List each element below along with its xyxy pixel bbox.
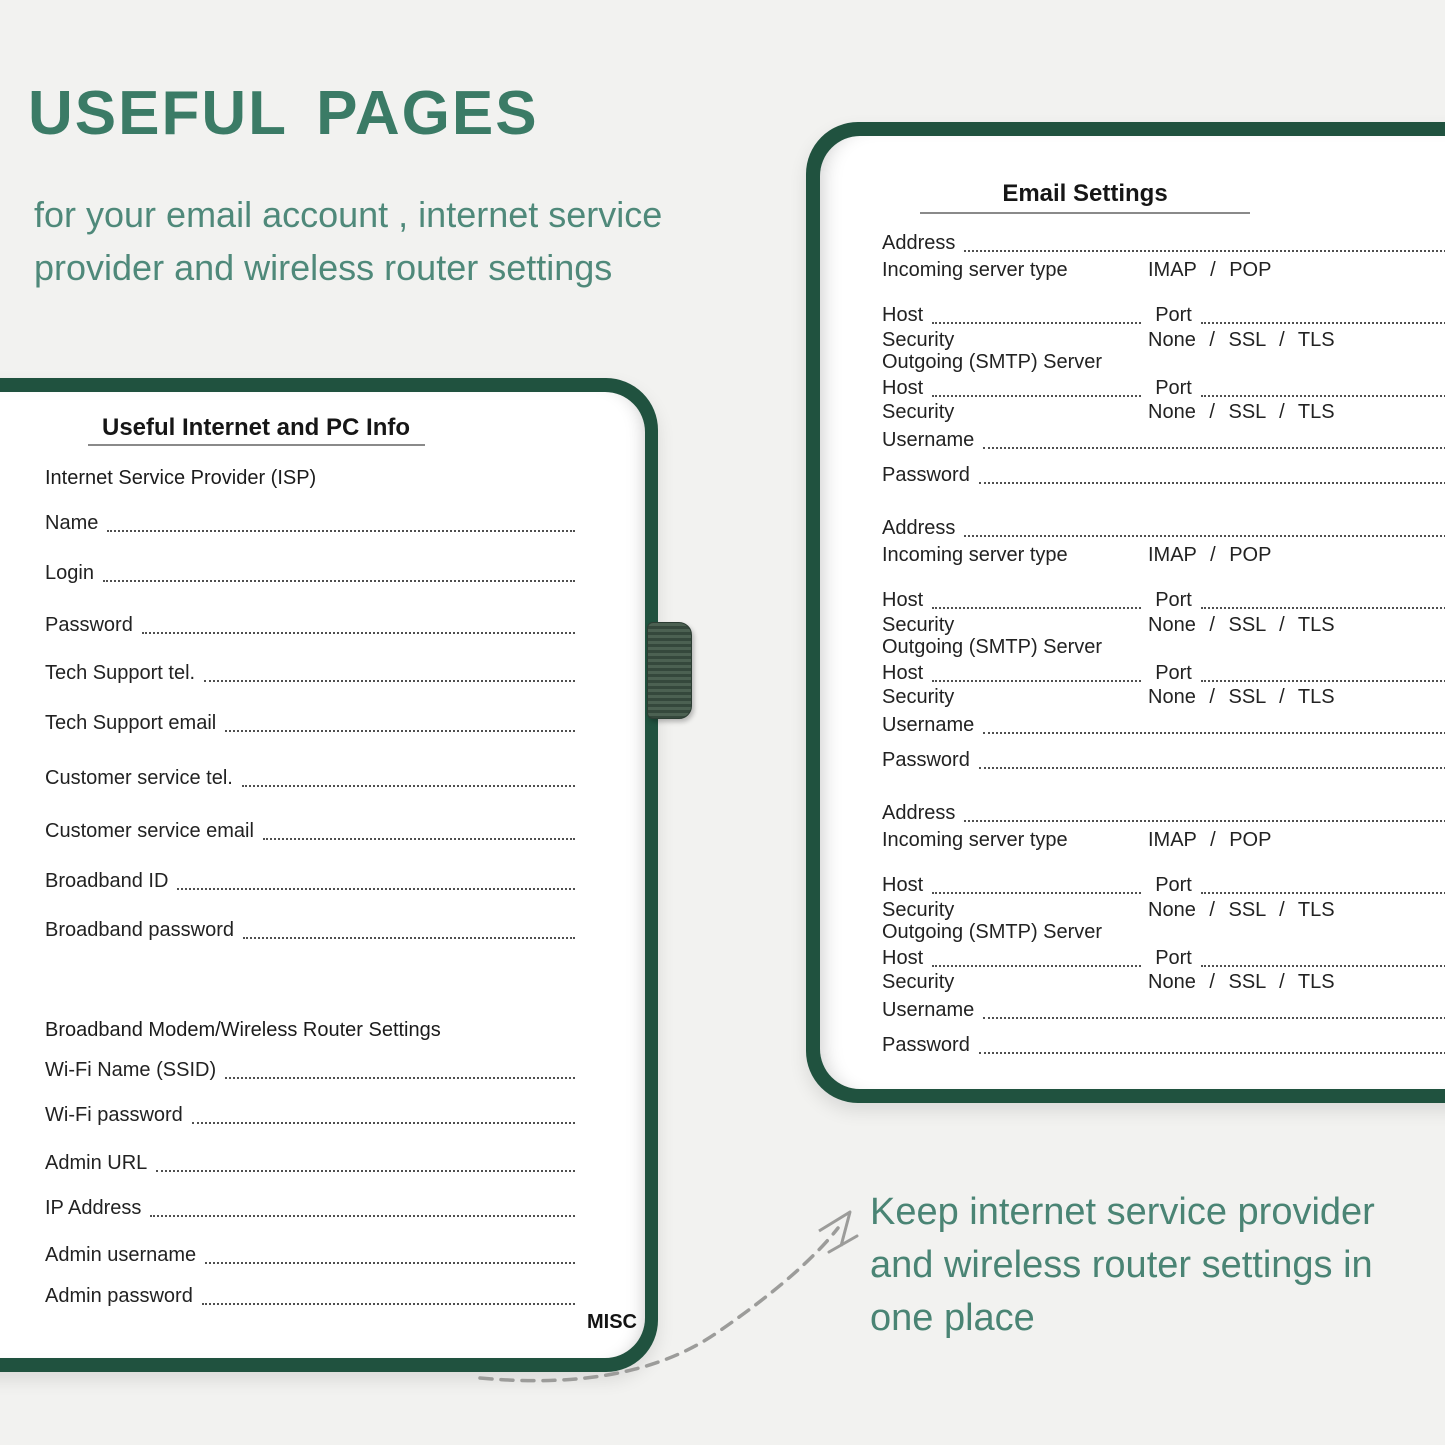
- field-row-admin-url: [45, 1153, 575, 1175]
- email-settings-block: [882, 233, 1445, 487]
- field-label: Port: [1155, 874, 1192, 896]
- field-label: Incoming server type: [882, 259, 1068, 281]
- dotted-line: [1201, 965, 1445, 967]
- field-label: Tech Support tel.: [45, 662, 196, 684]
- section-heading-outgoing: [882, 637, 1445, 659]
- field-label: Wi-Fi Name (SSID): [45, 1059, 217, 1081]
- subtitle-line-1: for your email account , internet service: [34, 194, 663, 235]
- field-row-host-port: [882, 305, 1445, 327]
- field-label: Host: [882, 874, 924, 896]
- field-row-wifi-name: [45, 1060, 575, 1082]
- dotted-line: [1201, 892, 1445, 894]
- field-label: Port: [1155, 304, 1192, 326]
- field-row-security: [882, 615, 1445, 637]
- field-label: Tech Support email: [45, 712, 217, 734]
- option-choices: None / SSL / TLS: [1148, 614, 1335, 636]
- field-row-username: [882, 715, 1445, 737]
- field-row-login: [45, 563, 575, 585]
- field-label: Security: [882, 686, 955, 708]
- field-label: Customer service email: [45, 820, 254, 842]
- dotted-line: [979, 767, 1445, 769]
- section-heading-outgoing: [882, 352, 1445, 374]
- dotted-line: [983, 732, 1445, 734]
- dotted-line: [932, 892, 1141, 894]
- field-label: Login: [45, 562, 94, 584]
- page-title: USEFUL PAGES: [28, 79, 539, 148]
- field-row-security: [882, 972, 1445, 994]
- dotted-line: [1201, 680, 1445, 682]
- option-choices: None / SSL / TLS: [1148, 329, 1335, 351]
- dotted-line: [1201, 322, 1445, 324]
- field-row-host-port: [882, 378, 1445, 400]
- field-label: Host: [882, 947, 924, 969]
- field-row-password: [45, 615, 575, 637]
- callout-line-2: and wireless router settings in: [870, 1244, 1373, 1286]
- field-row-tech-support-email: [45, 713, 575, 735]
- section-heading-outgoing: [882, 922, 1445, 944]
- field-row-security: [882, 330, 1445, 352]
- dotted-line: [1201, 607, 1445, 609]
- left-page-fields: [45, 468, 575, 1308]
- right-title-underline: [920, 212, 1250, 214]
- misc-corner-tab: MISC: [587, 1311, 637, 1333]
- callout-line-3: one place: [870, 1297, 1035, 1339]
- dotted-line: [177, 888, 575, 890]
- dotted-line: [204, 680, 575, 682]
- field-label: Address: [882, 232, 956, 254]
- field-label: Outgoing (SMTP) Server: [882, 921, 1103, 943]
- dotted-line: [142, 632, 575, 634]
- field-row-tech-support-tel: [45, 663, 575, 685]
- field-row-password: [882, 465, 1445, 487]
- field-row-incoming-type: [882, 545, 1445, 567]
- dotted-line: [243, 937, 575, 939]
- field-row-incoming-type: [882, 830, 1445, 852]
- field-label: Broadband password: [45, 919, 235, 941]
- field-label: Security: [882, 401, 955, 423]
- dotted-line: [192, 1122, 575, 1124]
- field-row-password: [882, 750, 1445, 772]
- field-label: Outgoing (SMTP) Server: [882, 351, 1103, 373]
- field-row-username: [882, 430, 1445, 452]
- field-label: Incoming server type: [882, 829, 1068, 851]
- right-page-title: Email Settings: [1002, 180, 1168, 207]
- field-row-address: [882, 233, 1445, 255]
- field-row-host-port: [882, 948, 1445, 970]
- dotted-line: [979, 482, 1445, 484]
- email-settings-blocks: [882, 233, 1445, 1088]
- notebook-right-page: [820, 136, 1445, 1089]
- left-title-underline: [88, 444, 425, 446]
- field-label: Password: [882, 464, 970, 486]
- dotted-line: [964, 250, 1445, 252]
- field-label: Password: [882, 749, 970, 771]
- section-heading-isp: [45, 468, 575, 490]
- field-label: Security: [882, 971, 955, 993]
- dotted-line: [932, 607, 1141, 609]
- dotted-line: [979, 1052, 1445, 1054]
- section-heading-router: [45, 1020, 575, 1042]
- option-choices: IMAP / POP: [1148, 259, 1272, 281]
- field-row-security: [882, 687, 1445, 709]
- dotted-line: [107, 530, 575, 532]
- page-subtitle: [34, 188, 662, 294]
- dotted-line: [932, 680, 1141, 682]
- dotted-line: [156, 1170, 575, 1172]
- field-row-customer-service-tel: [45, 768, 575, 790]
- dotted-line: [983, 447, 1445, 449]
- dotted-line: [964, 820, 1445, 822]
- field-label: Admin URL: [45, 1152, 148, 1174]
- dotted-line: [225, 730, 575, 732]
- field-row-customer-service-email: [45, 821, 575, 843]
- field-label: Name: [45, 512, 99, 534]
- field-label: IP Address: [45, 1197, 142, 1219]
- field-row-name: [45, 513, 575, 535]
- option-choices: IMAP / POP: [1148, 829, 1272, 851]
- field-label: Username: [882, 429, 975, 451]
- field-label: Port: [1155, 947, 1192, 969]
- field-label: Port: [1155, 377, 1192, 399]
- option-choices: None / SSL / TLS: [1148, 899, 1335, 921]
- field-label: Port: [1155, 589, 1192, 611]
- callout-line-1: Keep internet service provider: [870, 1191, 1375, 1233]
- field-label: Incoming server type: [882, 544, 1068, 566]
- field-row-incoming-type: [882, 260, 1445, 282]
- field-row-wifi-password: [45, 1105, 575, 1127]
- field-label: Host: [882, 377, 924, 399]
- field-row-security: [882, 402, 1445, 424]
- field-label: Address: [882, 517, 956, 539]
- field-label: Host: [882, 304, 924, 326]
- field-label: Password: [882, 1034, 970, 1056]
- email-settings-block: [882, 803, 1445, 1057]
- field-label: Host: [882, 662, 924, 684]
- field-label: Username: [882, 999, 975, 1021]
- field-label: Wi-Fi password: [45, 1104, 183, 1126]
- field-label: Customer service tel.: [45, 767, 233, 789]
- field-label: Admin password: [45, 1285, 193, 1307]
- field-label: Admin username: [45, 1244, 197, 1266]
- field-label: Port: [1155, 662, 1192, 684]
- option-choices: None / SSL / TLS: [1148, 971, 1335, 993]
- callout-text: [870, 1186, 1375, 1345]
- field-row-address: [882, 803, 1445, 825]
- dotted-line: [932, 395, 1141, 397]
- dotted-line: [103, 580, 575, 582]
- field-row-broadband-id: [45, 871, 575, 893]
- option-choices: IMAP / POP: [1148, 544, 1272, 566]
- field-label: Broadband Modem/Wireless Router Settings: [45, 1019, 441, 1041]
- dotted-line: [263, 838, 575, 840]
- field-row-host-port: [882, 590, 1445, 612]
- dotted-line: [983, 1017, 1445, 1019]
- field-row-broadband-password: [45, 920, 575, 942]
- field-label: Password: [45, 614, 133, 636]
- left-page-title: Useful Internet and PC Info: [101, 414, 410, 441]
- field-label: Username: [882, 714, 975, 736]
- subtitle-line-2: provider and wireless router settings: [34, 247, 613, 288]
- dotted-line: [964, 535, 1445, 537]
- field-row-password: [882, 1035, 1445, 1057]
- field-row-username: [882, 1000, 1445, 1022]
- notebook-right-cover: [806, 122, 1445, 1103]
- field-row-address: [882, 518, 1445, 540]
- field-row-security: [882, 900, 1445, 922]
- email-settings-block: [882, 518, 1445, 772]
- field-row-host-port: [882, 875, 1445, 897]
- field-label: Internet Service Provider (ISP): [45, 467, 317, 489]
- field-label: Broadband ID: [45, 870, 169, 892]
- option-choices: None / SSL / TLS: [1148, 401, 1335, 423]
- dotted-line: [242, 785, 575, 787]
- field-label: Outgoing (SMTP) Server: [882, 636, 1103, 658]
- field-label: Security: [882, 329, 955, 351]
- field-label: Security: [882, 899, 955, 921]
- field-label: Host: [882, 589, 924, 611]
- dotted-line: [225, 1077, 575, 1079]
- dotted-line: [1201, 395, 1445, 397]
- field-label: Security: [882, 614, 955, 636]
- field-label: Address: [882, 802, 956, 824]
- dashed-arrow: [460, 1190, 880, 1400]
- option-choices: None / SSL / TLS: [1148, 686, 1335, 708]
- dotted-line: [932, 322, 1141, 324]
- field-row-host-port: [882, 663, 1445, 685]
- pen-loop: [647, 622, 692, 719]
- dotted-line: [932, 965, 1141, 967]
